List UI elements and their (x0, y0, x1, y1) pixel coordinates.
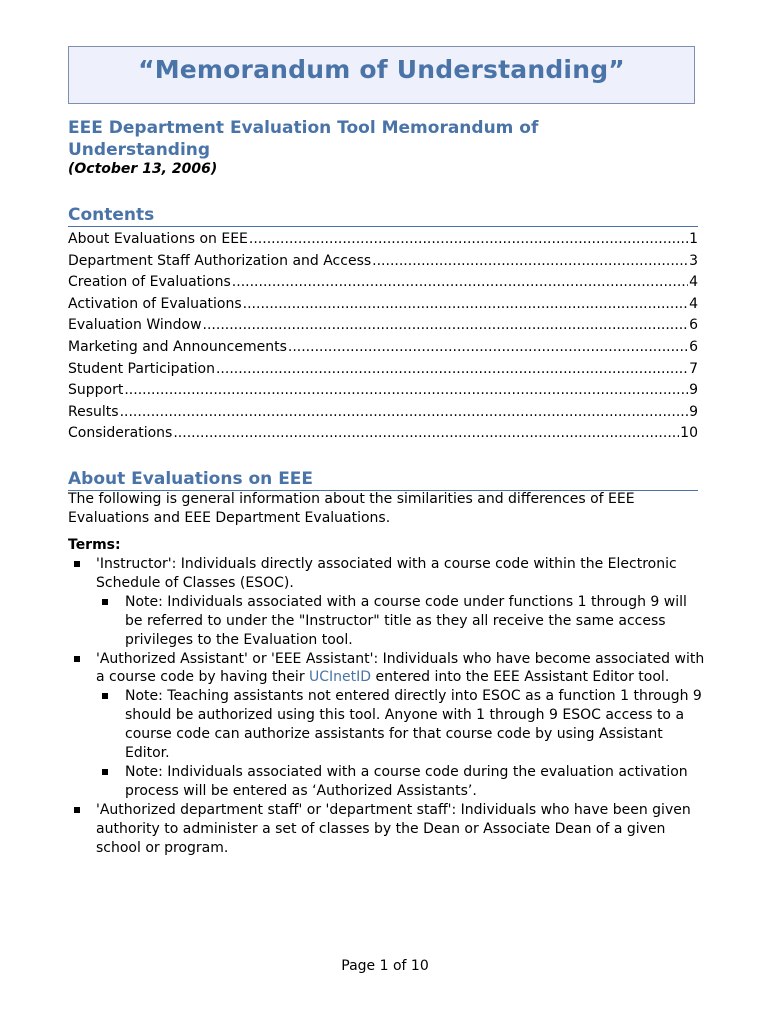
toc-entry-label: Activation of Evaluations (68, 295, 242, 312)
toc-entry-page: 4 (689, 295, 698, 312)
toc-entry[interactable] (68, 423, 698, 445)
document-title: “Memorandum of Understanding” (138, 55, 625, 84)
toc-entry-page: 7 (689, 360, 698, 377)
list-item (68, 801, 708, 858)
toc-leader-dots (232, 272, 688, 294)
bullet-square-icon (74, 807, 80, 813)
bullet-square-icon (74, 561, 80, 567)
bullet-square-icon (102, 769, 108, 775)
toc-entry-page: 6 (689, 338, 698, 355)
term-assistant-note-1: Note: Teaching assistants not entered directly into ESOC as a function 1 through 9 should be authorized using this tool. Anyone with 1 through 9 ESOC access to a course code can authorize assistants for that course code by using Assistant Editor. (125, 688, 702, 762)
toc-entry-label: Results (68, 403, 119, 420)
term-authorized-assistant-pre: 'Authorized Assistant' or 'EEE Assistant': Individuals who have become associated with a course code by having their (96, 650, 705, 686)
toc-entry[interactable] (68, 272, 698, 294)
toc-entry[interactable] (68, 315, 698, 337)
toc-leader-dots (288, 337, 688, 359)
toc-leader-dots (216, 359, 688, 381)
toc-entry-page: 1 (689, 231, 698, 247)
term-authorized-assistant-post: entered into the EEE Assistant Editor tool. (371, 669, 670, 686)
toc-entry-label: Creation of Evaluations (68, 274, 231, 291)
toc-entry-page: 9 (689, 382, 698, 399)
toc-entry[interactable] (68, 337, 698, 359)
title-banner (68, 46, 695, 104)
toc-leader-dots (173, 423, 679, 445)
toc-entry[interactable] (68, 359, 698, 381)
document-date: (October 13, 2006) (68, 161, 218, 177)
toc-entry[interactable] (68, 294, 698, 316)
toc-entry-label: Marketing and Announcements (68, 338, 287, 355)
toc-entry-label: About Evaluations on EEE (68, 231, 248, 247)
table-of-contents (68, 229, 698, 445)
toc-entry-page: 4 (689, 274, 698, 291)
toc-entry-label: Student Participation (68, 360, 215, 377)
term-instructor: 'Instructor': Individuals directly associated with a course code within the Electronic Schedule of Classes (ESOC). (96, 556, 677, 591)
contents-heading: Contents (68, 205, 698, 227)
toc-entry-page: 3 (689, 252, 698, 269)
toc-leader-dots (249, 229, 688, 251)
terms-label: Terms: (68, 537, 121, 553)
toc-entry[interactable] (68, 251, 698, 273)
bullet-square-icon (102, 599, 108, 605)
toc-entry-label: Considerations (68, 425, 173, 442)
toc-leader-dots (203, 315, 689, 337)
toc-entry[interactable] (68, 402, 698, 424)
toc-entry-label: Department Staff Authorization and Access (68, 252, 372, 269)
toc-leader-dots (120, 402, 689, 424)
ucinetid-link[interactable]: UCInetID (309, 669, 372, 686)
page-number: Page 1 of 10 (341, 958, 429, 974)
list-item (68, 593, 708, 650)
term-instructor-note: Note: Individuals associated with a course code under functions 1 through 9 will be referred to under the "Instructor" title as they all receive the same access privileges to the Evaluation tool. (125, 593, 687, 648)
toc-entry-label: Support (68, 382, 124, 399)
term-department-staff: 'Authorized department staff' or 'department staff': Individuals who have been given authority to administer a set of classes by the Dean or Associate Dean of a given school or program. (96, 801, 691, 856)
section-intro: The following is general information about the similarities and differences of EEE Evaluations and EEE Department Evaluations. (68, 491, 635, 527)
toc-leader-dots (243, 294, 688, 316)
list-item (68, 555, 708, 593)
bullet-square-icon (74, 656, 80, 662)
list-item (68, 763, 708, 801)
list-item (68, 687, 708, 763)
toc-entry-label: Evaluation Window (68, 317, 202, 334)
bullet-square-icon (102, 693, 108, 699)
toc-entry-page: 6 (689, 317, 698, 334)
toc-leader-dots (372, 251, 688, 273)
toc-entry[interactable] (68, 380, 698, 402)
section-heading-about-evaluations: About Evaluations on EEE (68, 469, 698, 491)
list-item (68, 650, 708, 688)
term-assistant-note-2: Note: Individuals associated with a course code during the evaluation activation process will be entered as ‘Authorized Assistants’. (125, 763, 688, 799)
toc-entry-page: 9 (689, 403, 698, 420)
toc-entry[interactable] (68, 229, 698, 251)
toc-entry-page: 10 (680, 425, 698, 442)
document-heading: EEE Department Evaluation Tool Memorandum of Understanding (68, 118, 539, 160)
toc-leader-dots (124, 380, 688, 402)
terms-list (68, 555, 708, 858)
